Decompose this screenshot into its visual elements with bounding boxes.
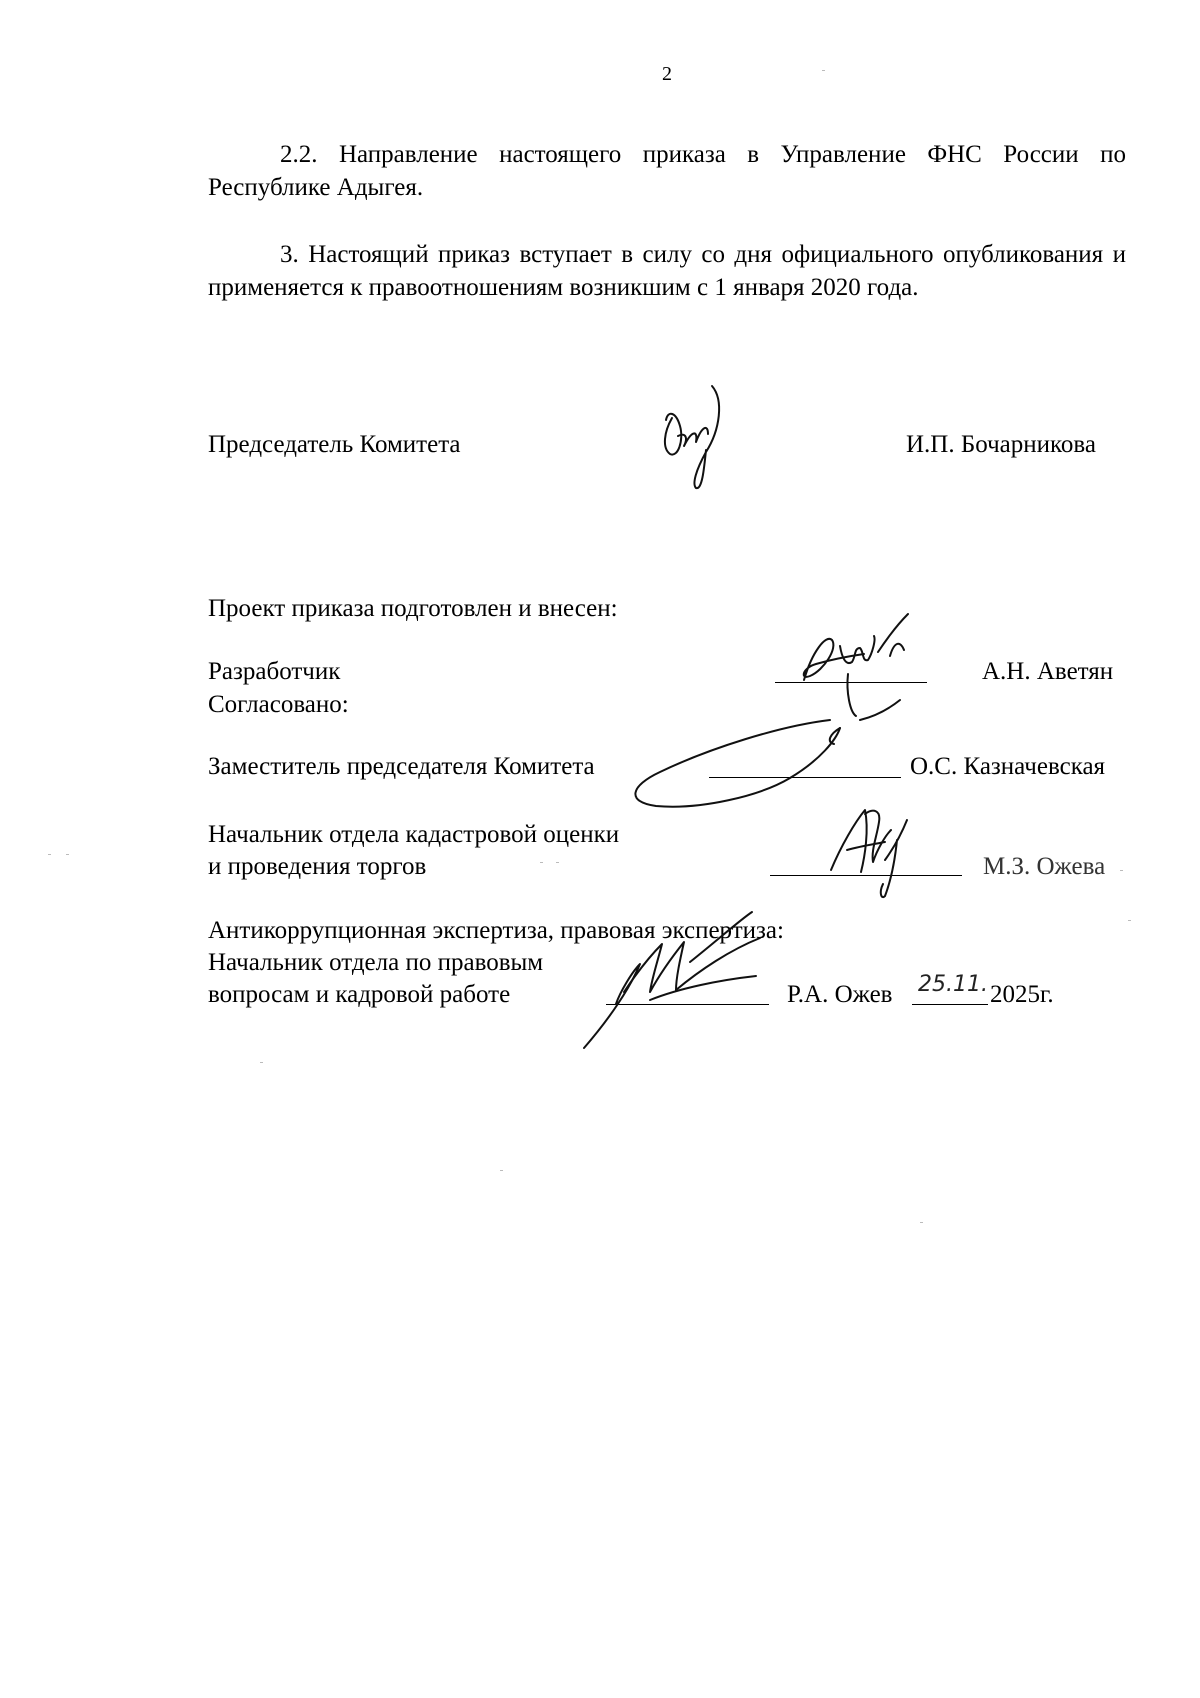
developer-signature [790, 612, 930, 722]
developer-label: Разработчик [208, 658, 341, 685]
scan-speck [920, 1222, 923, 1223]
scan-speck [556, 862, 559, 863]
deputy-label: Заместитель председателя Комитета [208, 753, 595, 780]
head-cadastral-label-line1: Начальник отдела кадастровой оценки [208, 821, 620, 848]
developer-name: А.Н. Аветян [982, 658, 1114, 685]
legal-head-label-line1: Начальник отдела по правовым [208, 949, 544, 976]
prepared-heading: Проект приказа подготовлен и внесен: [208, 595, 618, 622]
scan-speck [500, 1170, 503, 1171]
scan-speck [1120, 870, 1123, 871]
legal-head-name: Р.А. Ожев [787, 981, 893, 1008]
handwritten-date: 25.11. [918, 972, 988, 997]
legal-head-signature [580, 908, 780, 1048]
scan-speck [260, 1062, 263, 1063]
head-cadastral-name: М.З. Ожева [983, 853, 1106, 880]
scan-speck [48, 854, 51, 855]
legal-head-label-line2: вопросам и кадровой работе [208, 981, 511, 1008]
paragraph-3-text: 3. Настоящий приказ вступает в силу со дня официального опубликования и применяется к правоотношениям возникшим с 1 января 2020 года. [208, 241, 1126, 301]
scan-speck [822, 70, 825, 71]
agreed-label: Согласовано: [208, 691, 349, 718]
expertise-heading: Антикоррупционная экспертиза, правовая экспертиза: [208, 917, 784, 944]
scan-speck [1128, 920, 1131, 921]
paragraph-3 [208, 238, 1126, 304]
paragraph-2-2 [208, 138, 1126, 204]
deputy-name: О.С. Казначевская [910, 753, 1106, 780]
chairman-signature [650, 380, 750, 500]
date-line [912, 1004, 988, 1005]
head-cadastral-label-line2: и проведения торгов [208, 853, 427, 880]
year-suffix: 2025г. [990, 981, 1054, 1008]
head-cadastral-signature [825, 800, 925, 900]
chairman-name: И.П. Бочарникова [906, 431, 1096, 458]
page-number: 2 [662, 63, 672, 85]
paragraph-2-2-text: 2.2. Направление настоящего приказа в Управление ФНС России по Республике Адыгея. [208, 141, 1126, 201]
scan-speck [66, 854, 69, 855]
chairman-title: Председатель Комитета [208, 431, 461, 458]
scan-speck [540, 862, 543, 863]
